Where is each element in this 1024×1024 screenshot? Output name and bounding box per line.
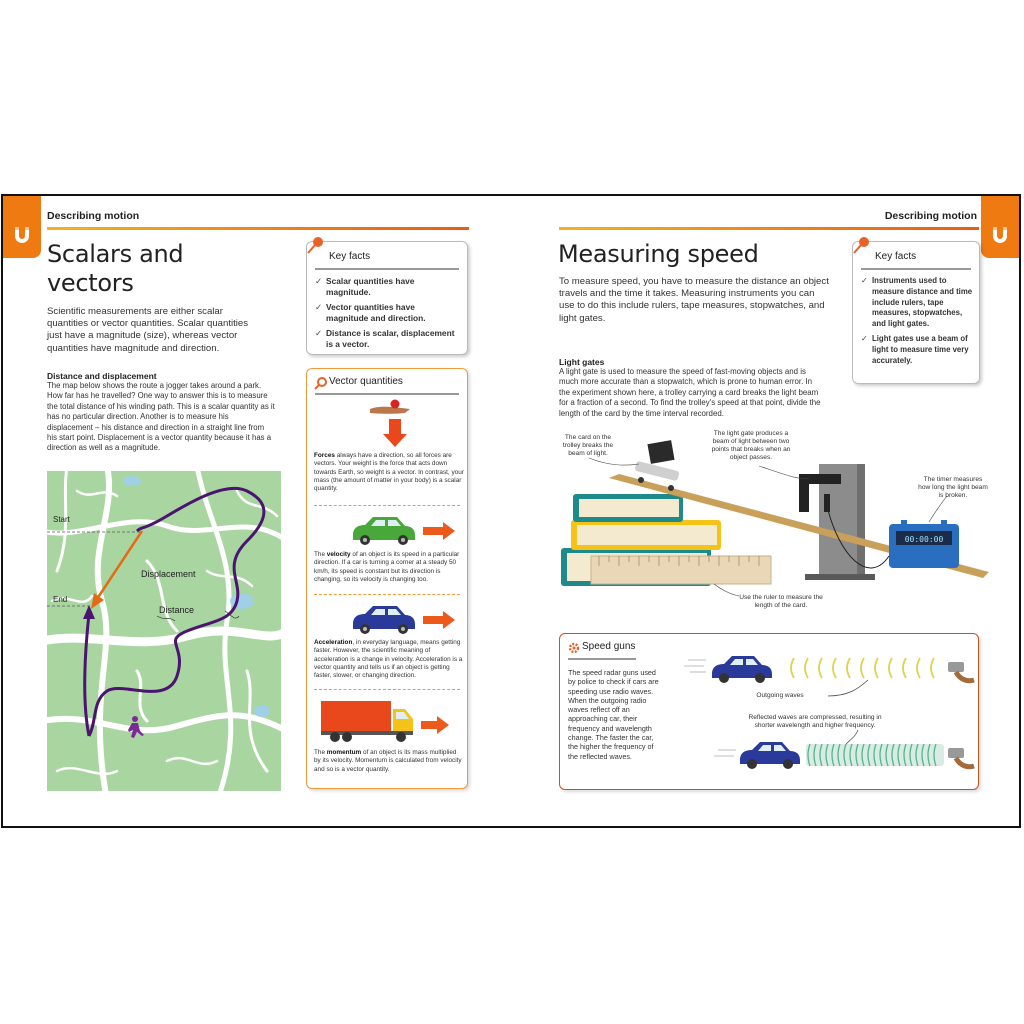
timer-note: The timer measures how long the light beam is broken. [918, 476, 988, 499]
vector-box-title: Vector quantities [329, 376, 403, 387]
intro-paragraph: Scientific measurements are either scalar quantities or vector quantities. Scalar quantities just have a magnitude (size), whereas vector quantities have magnitude and direction. [47, 306, 249, 354]
acceleration-paragraph [314, 639, 464, 680]
arrow-down-icon [383, 434, 407, 447]
key-fact-item [315, 328, 459, 350]
check-icon: ✓ [861, 276, 868, 285]
light-gate-illustration [559, 436, 993, 616]
key-fact-text: Light gates use a beam of light to measure time very accurately. [872, 333, 969, 365]
forces-term: Forces [314, 452, 335, 459]
divider [314, 505, 460, 506]
gear-icon [567, 641, 581, 655]
speed-guns-title: Speed guns [582, 641, 636, 652]
key-fact-item [861, 276, 973, 330]
gate-note: The light gate produces a beam of light between two points that breaks when an object passes. [711, 430, 791, 461]
end-label: End [53, 595, 68, 604]
title-line-2: vectors [47, 269, 134, 297]
key-facts-list [315, 276, 459, 354]
reflected-waves-label: Reflected waves are compressed, resulting in shorter wavelength and higher frequency. [748, 714, 882, 729]
key-fact-text: Distance is scalar, displacement is a vector. [326, 328, 455, 349]
card-note: The card on the trolley breaks the beam of light. [562, 434, 614, 457]
pushpin-icon [305, 234, 327, 256]
forces-text: always have a direction, so all forces are vectors. Your weight is the force that acts down towards Earth, so weight is a vector. In contrast, your mass (the amount of matter in your body) is a scalar quantity. [314, 452, 464, 493]
key-facts-card [306, 241, 468, 355]
subheading-text: A light gate is used to measure the speed of fast-moving objects and is much more accurate than a stopwatch, which is prone to human error. In the experiment shown here, a trolley carrying a card breaks the light beam for a fraction of a second. To find the trolley's speed at that point, divide the length of the card by the time interval recorded. [559, 367, 821, 418]
key-facts-title: Key facts [875, 251, 917, 262]
truck-illustration [317, 699, 457, 745]
check-icon: ✓ [861, 333, 868, 343]
title-line-1: Scalars and [47, 240, 184, 268]
subheading: Distance and displacement [47, 371, 157, 381]
divider [314, 689, 460, 690]
magnifier-icon [314, 376, 328, 390]
heading-rule [559, 227, 979, 230]
start-label: Start [53, 515, 70, 524]
section-tab-left [3, 196, 41, 258]
key-fact-item [861, 334, 973, 366]
card-rule [568, 658, 636, 660]
velocity-pre: The [314, 551, 327, 558]
subheading-text: The map below shows the route a jogger takes around a park. How far has he travelled? One way to answer this is to measure the total distance of his winding path. This is a scalar quantity as it has no particular direction. Another is to measure his displacement – his distance and direction in a straight line from his start point. Displacement is a vector quantity because it has a direction as well as a magnitude. [47, 381, 275, 453]
outgoing-waves-label: Outgoing waves [756, 692, 804, 699]
key-facts-title: Key facts [329, 251, 371, 262]
subheading: Light gates [559, 357, 605, 367]
divider [314, 594, 460, 595]
hand-apple-illustration [365, 399, 425, 449]
page-title: Measuring speed [558, 240, 759, 268]
timer-display: 00:00:00 [904, 535, 944, 544]
light-gate-diagram [559, 430, 993, 616]
magnet-icon [988, 224, 1012, 248]
arrow-right-icon [423, 522, 455, 540]
card-rule [315, 268, 459, 270]
key-fact-text: Scalar quantities have magnitude. [326, 276, 415, 297]
key-fact-text: Instruments used to measure distance and time include rulers, tape measures, stopwatches, and light gates. [872, 276, 973, 329]
momentum-term: momentum [326, 749, 362, 756]
magnet-icon [10, 224, 34, 248]
section-heading: Describing motion [884, 210, 977, 222]
card-rule [861, 268, 971, 270]
page-title [47, 240, 183, 298]
blue-car-illustration [349, 602, 459, 638]
book-spread [1, 194, 1021, 828]
velocity-text: of an object is its speed in a particular direction. If a car is turning a corner at a steady 50 km/h, its speed is constant but its direction is changing, so its velocity is changing too. [314, 551, 460, 583]
check-icon: ✓ [315, 276, 323, 286]
momentum-pre: The [314, 749, 327, 756]
distance-label: Distance [159, 605, 195, 615]
ruler-note: Use the ruler to measure the length of the card. [739, 594, 823, 609]
pushpin-icon [851, 234, 873, 256]
speed-guns-card [559, 633, 979, 790]
speed-guns-text: The speed radar guns used by police to check if cars are speeding use radio waves. When the outgoing radio waves reflect off an approaching car, their frequency and wavelength change. The faster the car, the higher the frequency of the reflected waves. [568, 668, 659, 761]
key-fact-text: Vector quantities have magnitude and direction. [326, 302, 426, 323]
intro-paragraph: To measure speed, you have to measure the distance an object travels and the time it takes. Measuring instruments you can use to do this include rulers, tape measures, stopwatches, and light gates. [559, 276, 829, 324]
section-heading: Describing motion [47, 210, 140, 222]
velocity-paragraph [314, 551, 464, 584]
acceleration-term: Acceleration [314, 639, 353, 646]
key-facts-card [852, 241, 980, 384]
card-rule [315, 393, 459, 395]
park-map [47, 471, 281, 791]
arrow-right-icon [423, 611, 455, 629]
green-car-illustration [349, 513, 459, 549]
displacement-label: Displacement [141, 569, 196, 579]
forces-paragraph [314, 452, 464, 493]
heading-rule [47, 227, 469, 230]
check-icon: ✓ [315, 328, 323, 338]
vector-quantities-card [306, 368, 468, 789]
key-facts-list [861, 276, 973, 370]
section-tab-right [981, 196, 1019, 258]
arrow-right-icon [421, 716, 449, 734]
check-icon: ✓ [315, 302, 323, 312]
momentum-paragraph [314, 749, 464, 774]
key-fact-item [315, 276, 459, 298]
velocity-term: velocity [326, 551, 351, 558]
park-map-illustration [47, 471, 281, 791]
acceleration-text: , in everyday language, means getting faster. However, the scientific meaning of acceleration is a change in velocity. Acceleration is a vector quantity and tells us if an object is getting faster, slower, or changing direction. [314, 639, 463, 680]
momentum-text: of an object is its mass multiplied by its velocity. Momentum is calculated from velocity and so is a vector quantity. [314, 749, 462, 773]
key-fact-item [315, 302, 459, 324]
